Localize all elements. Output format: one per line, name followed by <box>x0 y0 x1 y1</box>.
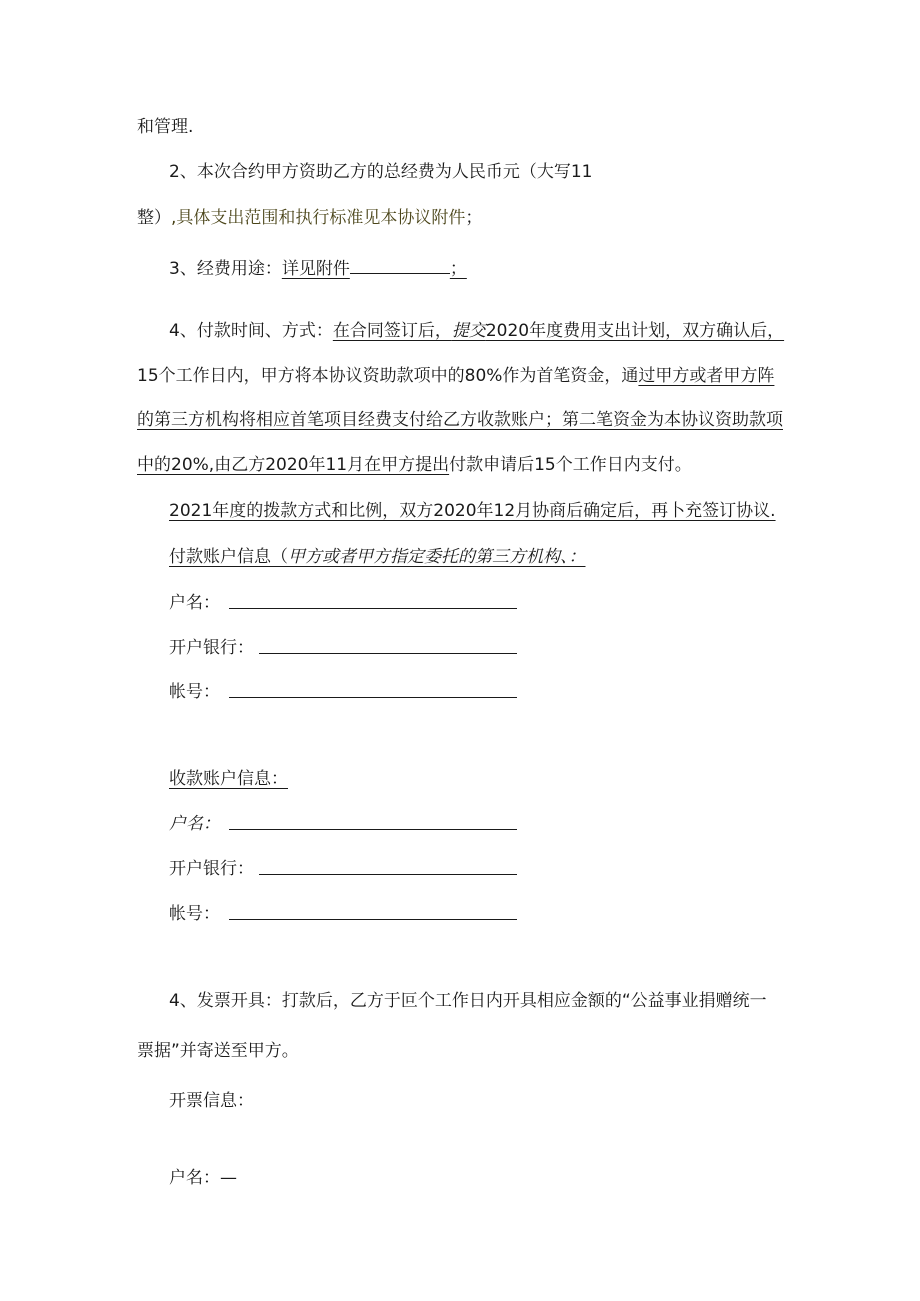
label: 4、付款时间、方式： <box>169 321 333 341</box>
label: 帐号： <box>169 682 220 702</box>
clause-5: 2021年度的拨款方式和比例，双方2020年12月协商后确定后，再卜充签订协议. <box>169 501 776 521</box>
payer-account-row <box>169 680 220 704</box>
payee-bank-row <box>169 857 254 881</box>
text: ； <box>465 208 483 228</box>
payer-name-blank <box>229 592 517 609</box>
clause-2-line-1: 2、本次合约甲方资助乙方的总经费为人民币元（大写11 <box>169 162 593 182</box>
label: 3、经费用途： <box>169 259 282 279</box>
invoice-name-row: 户名：— <box>169 1168 237 1188</box>
label: 帐号： <box>169 904 220 924</box>
clause-2-line-2 <box>137 206 482 230</box>
value: 详见附件 <box>281 259 350 279</box>
clause-4-line-1 <box>169 319 784 343</box>
clause-4-line-4 <box>137 453 692 477</box>
invoice-clause-line-1: 4、发票开具：打款后，乙方于叵个工作日内开具相应金额的“公益事业捐赠统一 <box>169 991 767 1011</box>
text: 15个工作日内，甲方将本协议资助款项中的80%作为首笔资金，通 <box>137 366 639 386</box>
payee-info-heading: 收款账户信息： <box>169 769 288 789</box>
payee-name-blank <box>229 813 517 830</box>
text: 在合同签订后， <box>332 321 452 341</box>
text: 2020年度费用支出计划，双方确认后， <box>485 321 785 341</box>
payer-account-blank <box>229 681 517 698</box>
payer-info-heading <box>169 545 586 569</box>
text: 付款账户信息（ <box>169 547 288 567</box>
text: 提交 <box>451 321 486 341</box>
payee-bank-blank <box>259 858 517 875</box>
payer-bank-blank <box>259 637 517 654</box>
clause-4-line-2 <box>137 364 774 388</box>
text: 中的20%,由乙方2020年11月在甲方提出 <box>137 455 450 475</box>
payee-account-row <box>169 902 220 926</box>
text: 甲方或者甲方指定委托的第三方机构、： <box>288 547 586 567</box>
text: ； <box>449 259 467 279</box>
payer-bank-row <box>169 636 254 660</box>
text: 过甲方或者甲方阵 <box>638 366 775 386</box>
payer-name-row <box>169 591 220 615</box>
text: 整） <box>137 208 171 228</box>
payee-account-blank <box>229 903 517 920</box>
label: 户名： <box>169 593 220 613</box>
payee-name-row <box>169 812 220 836</box>
blank-line <box>350 256 450 274</box>
text: 付款申请后15个工作日内支付。 <box>449 455 692 475</box>
text-line: 和管理. <box>137 117 194 137</box>
invoice-info-heading: 开票信息： <box>169 1091 254 1111</box>
clause-4-line-3: 的第三方机构将相应首笔项目经费支付给乙方收款账户；第二笔资金为本协议资助款项 <box>137 410 783 430</box>
text: ,具体支出范围和执行标准见本协议附件 <box>171 208 466 228</box>
label: 开户银行： <box>169 859 254 879</box>
clause-3 <box>169 256 467 281</box>
label: 开户银行： <box>169 638 254 658</box>
invoice-clause-line-2: 票据”并寄送至甲方。 <box>137 1041 299 1061</box>
label: 户名： <box>169 814 220 834</box>
